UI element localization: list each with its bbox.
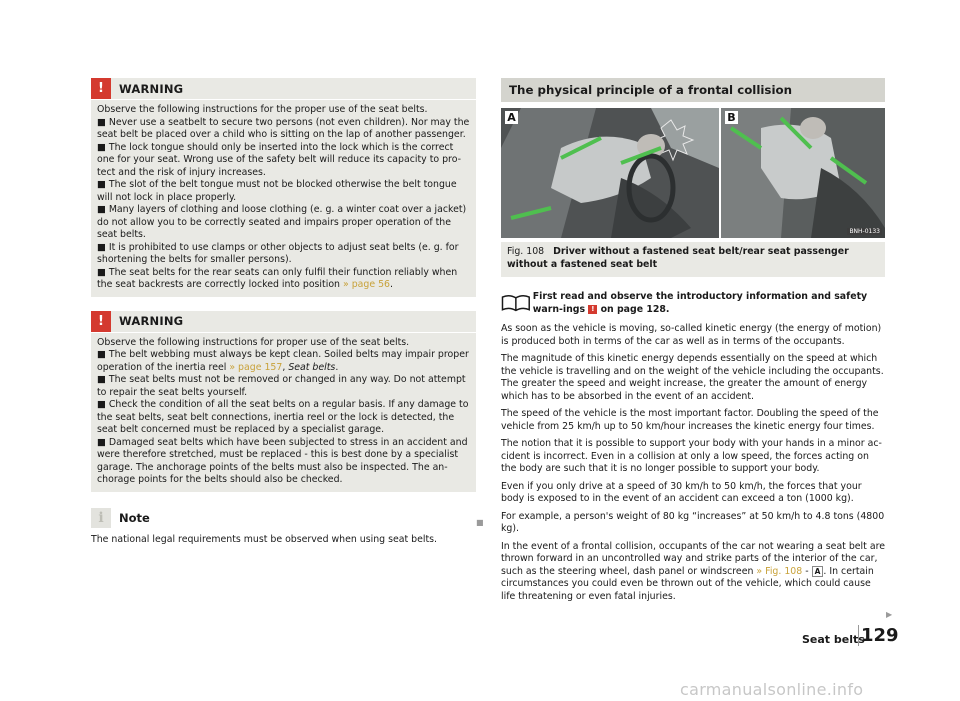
figure-caption-text: Driver without a fastened seat belt/rear seat passenger without a fastened seat belt [507,246,849,270]
right-column [501,78,885,608]
figure-108 [501,108,885,238]
info-icon: i [91,508,111,528]
warning-intro: Observe the following instructions for proper use of the seat belts. [97,336,410,348]
continued-icon: ▶ [886,610,893,619]
warning-icon: ! [91,311,111,332]
warning-title: WARNING [119,81,184,96]
panel-label-a: A [505,111,518,124]
warning-item: ■ The seat belts for the rear seats can only fulfil their function reliably when the seat backrests are correctly locked into position » page 56. [97,266,458,290]
warning-intro: Observe the following instructions for the proper use of the seat belts. [97,104,428,115]
section-end-icon: ■ [476,518,484,527]
note-title: Note [119,510,150,525]
rear-passenger-collision-illustration [721,108,885,238]
body-text [501,323,885,603]
warning-body [91,333,476,492]
warning-item: ■ The lock tongue should only be inserted into the lock which is the correct one for your seat. Wrong use of the safety belt will reduce its capacity to pro-tect and the risk of injury increases. [97,141,461,178]
warning-item: ■ The seat belts must not be removed or changed in any way. Do not attempt to repair the seat belts yourself. [97,374,466,398]
paragraph: For example, a person's weight of 80 kg “increases” at 50 km/h to 4.8 tons (4800 kg). [501,510,885,534]
warning-item: ■ Never use a seatbelt to secure two persons (not even children). Nor may the seat belt be placed over a child who is sitting on the lap of another passenger. [97,116,470,140]
paragraph: As soon as the vehicle is moving, so-called kinetic energy (the energy of motion) is produced both in terms of the car as well as in terms of the occupants. [501,323,882,347]
paragraph: The speed of the vehicle is the most important factor. Doubling the speed of the vehicle from 25 km/h up to 50 km/hour increases the kinetic energy four times. [501,408,879,432]
warning-body [91,100,476,297]
figure-code: BNH-0133 [849,228,880,235]
warning-icon: ! [91,78,111,99]
warning-item: ■ Check the condition of all the seat belts on a regular basis. If any damage to the seat belts, seat belt connections, inertia reel or the lock is detected, the seat belt concerned must be replaced by a specialist garage. [97,399,469,435]
warning-box-2 [91,311,476,492]
note-text: The national legal requirements must be observed when using seat belts. [91,533,438,545]
warning-icon: ! [588,305,597,314]
paragraph: In the event of a frontal collision, occupants of the car not wearing a seat belt are thrown forward in an uncontrolled way and strike parts of the interior of the car, such as the steering wheel, dash panel or windscreen » Fig. 108 - A . In certain circumstances you could even be thrown out of the vehicle, which could cause life threatening or even fatal injuries. [501,540,885,602]
panel-label-b: B [725,111,738,124]
figure-label: Fig. 108 [507,246,545,257]
page-number: 129 [858,625,899,646]
page-link[interactable]: » page 157 [229,361,283,373]
left-column [91,78,476,545]
page-link[interactable]: » page 56 [342,279,391,290]
open-book-icon [501,291,531,315]
note-header [91,508,476,528]
warning-header [91,311,476,333]
paragraph: Even if you only drive at a speed of 30 km/h to 50 km/h, the forces that your body is exposed to in the event of an accident can exceed a ton (1000 kg). [501,480,862,504]
warning-item: ■ The slot of the belt tongue must not be blocked otherwise the belt tongue will not lock in place properly. [97,179,457,203]
figure-caption [501,242,885,277]
warning-box-1 [91,78,476,297]
warning-item: ■ Many layers of clothing and loose clothing (e. g. a winter coat over a jacket) do not allow you to be correctly seated and impairs proper operation of the seat belts. [97,204,467,240]
read-first-note: First read and observe the introductory information and safety warn-ings ! on page 128. [501,291,885,316]
warning-item: ■ The belt webbing must always be kept clean. Soiled belts may impair proper operation of the inertia reel » page 157, Seat belts. [97,349,469,373]
warning-header [91,78,476,100]
footer-section-title: Seat belts [802,633,865,646]
figure-link[interactable]: » Fig. 108 [756,565,803,577]
figure-panel-b [721,108,885,238]
driver-collision-illustration [501,108,719,238]
warning-title: WARNING [119,314,184,328]
panel-reference-a: A [812,566,824,577]
warning-item: ■ Damaged seat belts which have been subjected to stress in an accident and were therefore stretched, must be replaced - this is best done by a specialist garage. The anchorage points of the belts must also be inspected. The an-chorage points for the belts should also be checked. [97,436,468,485]
figure-panel-a [501,108,719,238]
paragraph: The magnitude of this kinetic energy depends essentially on the speed at which the vehicle is travelling and on the weight of the vehicle including the occupants. The greater the speed and weight increase, the greater the amount of energy which has to be absorbed in the event of an accident. [501,353,884,402]
watermark: carmanualsonline.info [680,680,864,699]
section-title: The physical principle of a frontal collision [501,78,885,102]
warning-item: ■ It is prohibited to use clamps or other objects to adjust seat belts (e. g. for shortening the belts for smaller persons). [97,241,459,265]
paragraph: The notion that it is possible to support your body with your hands in a minor ac-cident is incorrect. Even in a collision at only a low speed, the forces acting on the body are such that it is no longer possible to support your body. [501,438,882,474]
